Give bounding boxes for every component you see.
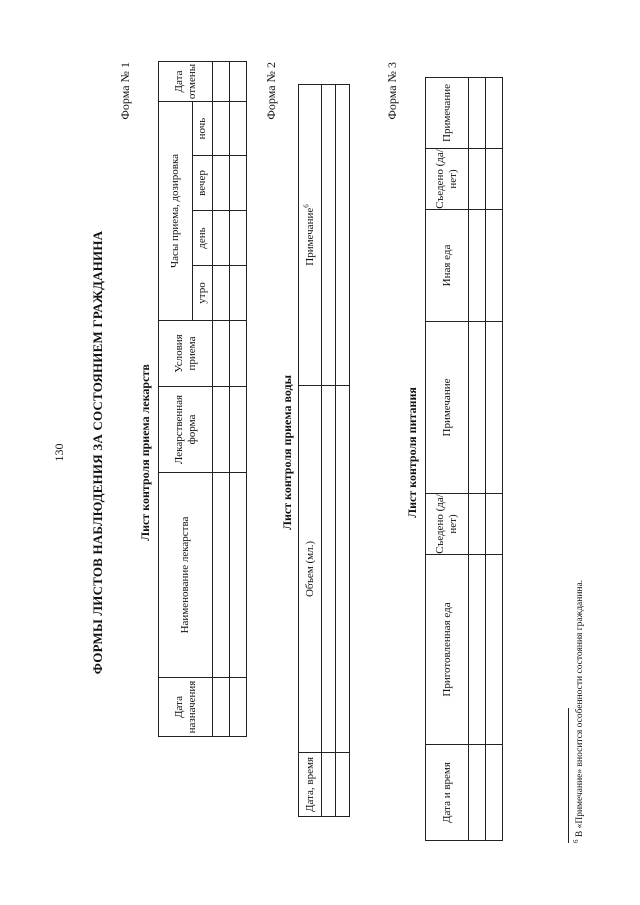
table-cell[interactable]: [486, 149, 503, 210]
table-cell[interactable]: [469, 78, 486, 149]
table-cell[interactable]: [213, 211, 230, 266]
page-number: 130: [52, 443, 66, 462]
table-cell[interactable]: [213, 473, 230, 678]
table-cell[interactable]: [213, 321, 230, 387]
table-cell[interactable]: [486, 78, 503, 149]
header-eaten: Съедено (да/нет): [426, 494, 469, 555]
table-cell[interactable]: [230, 62, 247, 102]
header-date-assigned: Дата назначения: [159, 678, 213, 737]
table-cell[interactable]: [230, 211, 247, 266]
form3-title: Лист контроля питания: [405, 387, 419, 518]
table-cell[interactable]: [230, 102, 247, 156]
table-cell[interactable]: [213, 62, 230, 102]
table-cell[interactable]: [230, 321, 247, 387]
table-cell[interactable]: [336, 85, 350, 386]
table-cell[interactable]: [336, 386, 350, 753]
table-cell[interactable]: [469, 555, 486, 745]
table-cell[interactable]: [486, 210, 503, 322]
header-drug-form: Лекарственная форма: [159, 387, 213, 473]
header-conditions: Условия приема: [159, 321, 213, 387]
table-cell[interactable]: [322, 753, 336, 817]
table-cell[interactable]: [336, 753, 350, 817]
table-cell[interactable]: [230, 266, 247, 321]
table-row: [230, 62, 247, 737]
header-datetime: Дата и время: [426, 745, 469, 841]
table-cell[interactable]: [486, 322, 503, 494]
table-cell[interactable]: [230, 156, 247, 211]
header-datetime: Дата, время: [299, 753, 322, 817]
table-cell[interactable]: [322, 386, 336, 753]
header-morning: утро: [193, 266, 213, 321]
table-row: [322, 85, 336, 817]
table-cell[interactable]: [230, 473, 247, 678]
table-row: [486, 78, 503, 841]
header-day: день: [193, 211, 213, 266]
table-cell[interactable]: [486, 745, 503, 841]
table-cell[interactable]: [469, 210, 486, 322]
table-row: [213, 62, 230, 737]
table-row: [469, 78, 486, 841]
form2-title: Лист контроля приема воды: [280, 375, 294, 530]
form1-title: Лист контроля приема лекарств: [138, 364, 152, 541]
table-cell[interactable]: [486, 555, 503, 745]
header-note: Примечание: [426, 78, 469, 149]
footnote-divider: [568, 708, 569, 843]
header-note: Примечание: [426, 322, 469, 494]
table-cell[interactable]: [322, 85, 336, 386]
footnote-marker: 6: [571, 839, 580, 843]
table-cell[interactable]: [213, 102, 230, 156]
nutrition-control-table: [425, 77, 503, 841]
table-cell[interactable]: [469, 745, 486, 841]
form3-label: Форма № 3: [385, 62, 399, 120]
table-cell[interactable]: [213, 156, 230, 211]
header-evening: вечер: [193, 156, 213, 211]
table-row: [336, 85, 350, 817]
header-eaten: Съедено (да/нет): [426, 149, 469, 210]
header-hours-dosage: Часы приема, дозировка: [159, 102, 193, 321]
document-title: ФОРМЫ ЛИСТОВ НАБЛЮДЕНИЯ ЗА СОСТОЯНИЕМ ГРАЖДАНИНА: [90, 230, 105, 675]
form1-label: Форма № 1: [118, 62, 132, 120]
header-drug-name: Наименование лекарства: [159, 473, 213, 678]
table-cell[interactable]: [486, 494, 503, 555]
footnote: $^6$ В «Примечание» вносится особенности состояния гражданина.: [571, 579, 585, 843]
header-date-cancel: Дата отмены: [159, 62, 213, 102]
header-volume: Объем (мл.): [299, 386, 322, 753]
water-control-table: [298, 84, 350, 817]
header-note: Примечание$^6$: [299, 85, 322, 386]
header-night: ночь: [193, 102, 213, 156]
table-cell[interactable]: [230, 678, 247, 737]
form2-label: Форма № 2: [264, 62, 278, 120]
table-cell[interactable]: [469, 322, 486, 494]
medication-control-table: [158, 61, 247, 737]
header-prepared-food: Приготовленная еда: [426, 555, 469, 745]
table-cell[interactable]: [213, 678, 230, 737]
table-cell[interactable]: [469, 149, 486, 210]
header-other-food: Иная еда: [426, 210, 469, 322]
table-cell[interactable]: [213, 387, 230, 473]
table-cell[interactable]: [469, 494, 486, 555]
table-cell[interactable]: [213, 266, 230, 321]
footnote-marker: 6: [301, 204, 310, 208]
table-cell[interactable]: [230, 387, 247, 473]
